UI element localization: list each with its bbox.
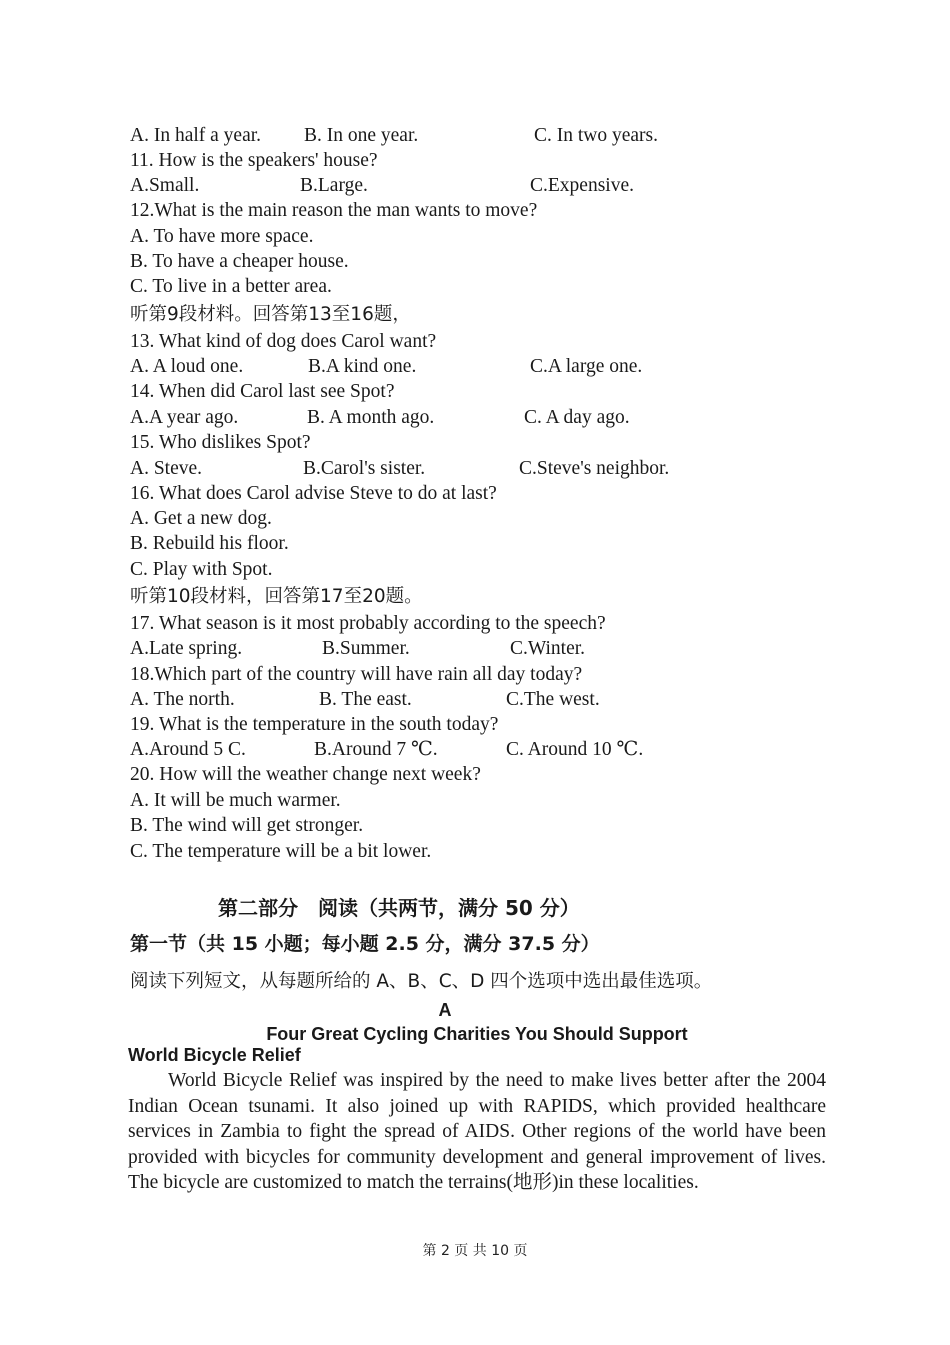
q18-stem: 18.Which part of the country will have rain all day today? (130, 664, 583, 685)
q14-stem: 14. When did Carol last see Spot? (130, 381, 395, 402)
q18-option-c: C.The west. (506, 689, 600, 710)
reading-instruction: 阅读下列短文，从每题所给的 A、B、C、D 四个选项中选出最佳选项。 (130, 971, 713, 992)
q13-stem: 13. What kind of dog does Carol want? (130, 331, 437, 352)
passage-letter: A (438, 1000, 452, 1020)
q19-option-c: C. Around 10 ℃. (506, 739, 644, 760)
q18-option-b: B. The east. (319, 689, 412, 710)
passage-title: Four Great Cycling Charities You Should Support (266, 1024, 688, 1044)
q12-stem: 12.What is the main reason the man wants to move? (130, 200, 538, 221)
q19-option-b: B.Around 7 ℃. (314, 739, 438, 760)
section-10-instruction: 听第10段材料，回答第17至20题。 (130, 586, 423, 607)
q15-option-a: A. Steve. (130, 458, 203, 479)
q11-option-a: A.Small. (130, 175, 200, 196)
q11-stem: 11. How is the speakers' house? (130, 150, 378, 171)
q13-option-b: B.A kind one. (308, 356, 417, 377)
q20-option-a: A. It will be much warmer. (130, 790, 341, 811)
section-9-instruction: 听第9段材料。回答第13至16题， (130, 304, 411, 325)
q17-stem: 17. What season is it most probably according to the speech? (130, 613, 606, 634)
q17-option-c: C.Winter. (510, 638, 586, 659)
page-footer: 第 2 页 共 10 页 (422, 1243, 528, 1259)
q10-option-c: C. In two years. (534, 125, 659, 146)
q10-option-a: A. In half a year. (130, 125, 262, 146)
q16-option-c: C. Play with Spot. (130, 559, 273, 580)
q17-option-a: A.Late spring. (130, 638, 243, 659)
q11-option-b: B.Large. (300, 175, 368, 196)
q19-option-a: A.Around 5 C. (130, 739, 246, 760)
q17-option-b: B.Summer. (322, 638, 410, 659)
q14-option-a: A.A year ago. (130, 407, 239, 428)
q15-stem: 15. Who dislikes Spot? (130, 432, 311, 453)
q16-option-a: A. Get a new dog. (130, 508, 272, 529)
q16-option-b: B. Rebuild his floor. (130, 533, 289, 554)
q10-option-b: B. In one year. (304, 125, 419, 146)
q14-option-c: C. A day ago. (524, 407, 630, 428)
q11-option-c: C.Expensive. (530, 175, 634, 196)
q20-option-c: C. The temperature will be a bit lower. (130, 841, 432, 862)
passage-subheading: World Bicycle Relief (128, 1045, 301, 1065)
q14-option-b: B. A month ago. (307, 407, 435, 428)
section-1-title: 第一节（共 15 小题；每小题 2.5 分，满分 37.5 分） (130, 933, 600, 955)
q15-option-c: C.Steve's neighbor. (519, 458, 670, 479)
q20-option-b: B. The wind will get stronger. (130, 815, 364, 836)
q13-option-c: C.A large one. (530, 356, 643, 377)
q12-option-c: C. To live in a better area. (130, 276, 332, 297)
q13-option-a: A. A loud one. (130, 356, 244, 377)
passage-paragraph: World Bicycle Relief was inspired by the need to make lives better after the 2004 Indian Ocean tsunami. It also joined up with RAPIDS, which provided healthcare services in Zambia to fight the spread of AIDS. Other regions of the world have been provided with bicycles for community development and general improvement of lives. The bicycle are customized to match the terrains(地形)in these localities. (128, 1070, 826, 1194)
part-2-title: 第二部分 阅读（共两节，满分 50 分） (218, 896, 580, 920)
q12-option-b: B. To have a cheaper house. (130, 251, 349, 272)
q12-option-a: A. To have more space. (130, 226, 314, 247)
q18-option-a: A. The north. (130, 689, 235, 710)
q16-stem: 16. What does Carol advise Steve to do at last? (130, 483, 497, 504)
q15-option-b: B.Carol's sister. (303, 458, 426, 479)
q19-stem: 19. What is the temperature in the south today? (130, 714, 499, 735)
q20-stem: 20. How will the weather change next week? (130, 764, 481, 785)
